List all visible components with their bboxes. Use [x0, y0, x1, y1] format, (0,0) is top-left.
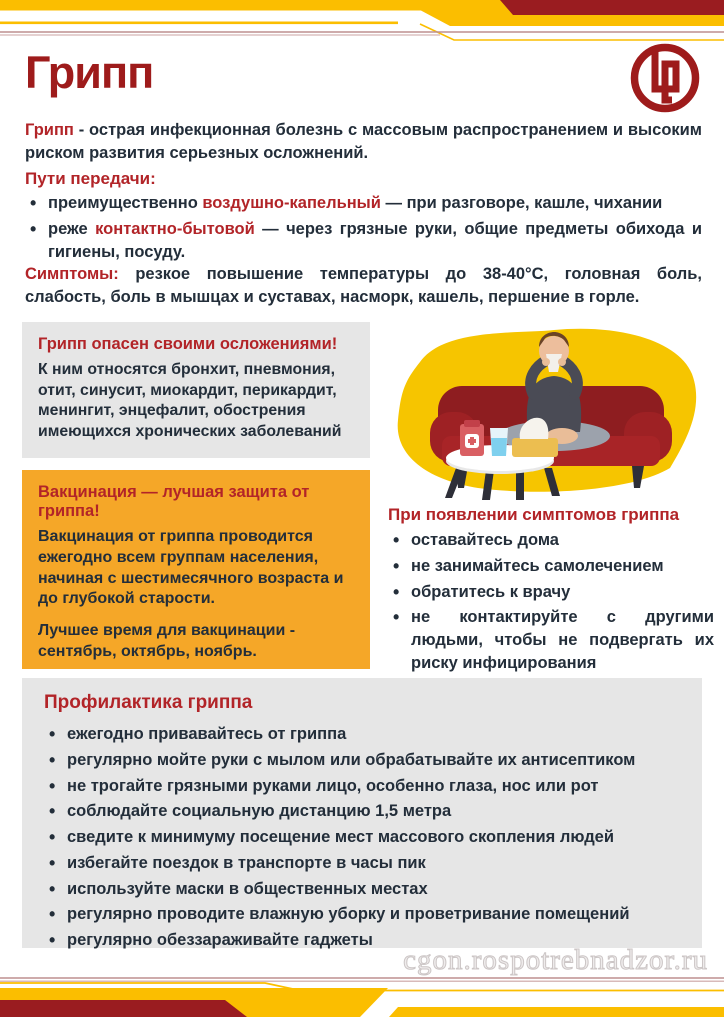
- complications-box: [22, 322, 370, 458]
- vaccination-text-1: Вакцинация от гриппа проводится ежегодно всем группам населения, начиная с шестимесячного возраста и до глубокой старости.: [38, 528, 344, 608]
- advice-item: • не занимайтесь самолечением: [388, 555, 714, 578]
- symptoms-text: резкое повышение температуры до 38-40°С, головная боль, слабость, боль в мышцах и суставах, насморк, кашель, першение в горле.: [25, 265, 702, 306]
- advice-list: [388, 529, 714, 678]
- symptoms-paragraph: [25, 263, 702, 309]
- bottom-ribbon: [0, 965, 724, 1024]
- prevention-item: • ежегодно привавайтесь от гриппа: [44, 723, 680, 746]
- transmission-list: [25, 192, 702, 266]
- item-highlight: контактно-бытовой: [95, 219, 255, 238]
- watermark: cgon.rospotrebnadzor.ru: [403, 944, 708, 976]
- prevention-list: [44, 723, 680, 952]
- prevention-item: • используйте маски в общественных местах: [44, 878, 680, 901]
- prevention-box: [22, 678, 702, 948]
- prevention-item: • соблюдайте социальную дистанцию 1,5 метра: [44, 800, 680, 823]
- prevention-item: • регулярно проводите влажную уборку и проветривание помещений: [44, 903, 680, 926]
- intro-paragraph: [25, 119, 702, 165]
- advice-item: • обратитесь к врачу: [388, 581, 714, 604]
- advice-item: • оставайтесь дома: [388, 529, 714, 552]
- top-ribbon: [0, 0, 724, 50]
- advice-heading: При появлении симптомов гриппа: [388, 505, 680, 524]
- complications-title: Грипп опасен своими осложениями!: [38, 335, 338, 353]
- prevention-heading: Профилактика гриппа: [44, 692, 253, 713]
- item-text: преимущественно: [48, 194, 203, 212]
- transmission-item: [25, 192, 702, 215]
- transmission-heading: Пути передачи:: [25, 169, 156, 188]
- item-text: — через грязные руки, общие предметы обихода и гигиены, посуду.: [48, 219, 702, 261]
- intro-text: - острая инфекционная болезнь с массовым распространением и высоким риском развития серьезных осложнений.: [25, 121, 702, 162]
- prevention-item: • регулярно обеззараживайте гаджеты: [44, 929, 680, 952]
- symptoms-lead: Симптомы:: [25, 265, 119, 283]
- prevention-item: • регулярно мойте руки с мылом или обрабатывайте их антисептиком: [44, 749, 680, 772]
- prevention-item: • сведите к минимуму посещение мест массового скопления людей: [44, 826, 680, 849]
- page-title: Грипп: [25, 47, 154, 98]
- advice-item: • не контактируйте с другими людьми, чтобы не подвергать их риску инфицирования: [388, 606, 714, 674]
- vaccination-text-2: Лучшее время для вакцинации - сентябрь, октябрь, ноябрь.: [38, 622, 296, 660]
- sick-person-illustration: [386, 320, 716, 500]
- item-text: — при разговоре, кашле, чихании: [380, 194, 663, 212]
- intro-lead: Грипп: [25, 121, 74, 139]
- vaccination-title: Вакцинация — лучшая защита от гриппа!: [38, 483, 310, 520]
- prevention-item: • избегайте поездок в транспорте в часы пик: [44, 852, 680, 875]
- transmission-item: [25, 218, 702, 264]
- item-highlight: воздушно-капельный: [202, 194, 381, 212]
- vaccination-box: [22, 470, 370, 669]
- item-text: реже: [48, 219, 96, 238]
- complications-text: К ним относятся бронхит, пневмония, отит, синусит, миокардит, перикардит, менингит, энцефалит, обострения имеющихся хронических заболеваний: [38, 361, 342, 440]
- rospotrebnadzor-logo-icon: [626, 40, 704, 116]
- prevention-item: • не трогайте грязными руками лицо, особенно глаза, нос или рот: [44, 775, 680, 798]
